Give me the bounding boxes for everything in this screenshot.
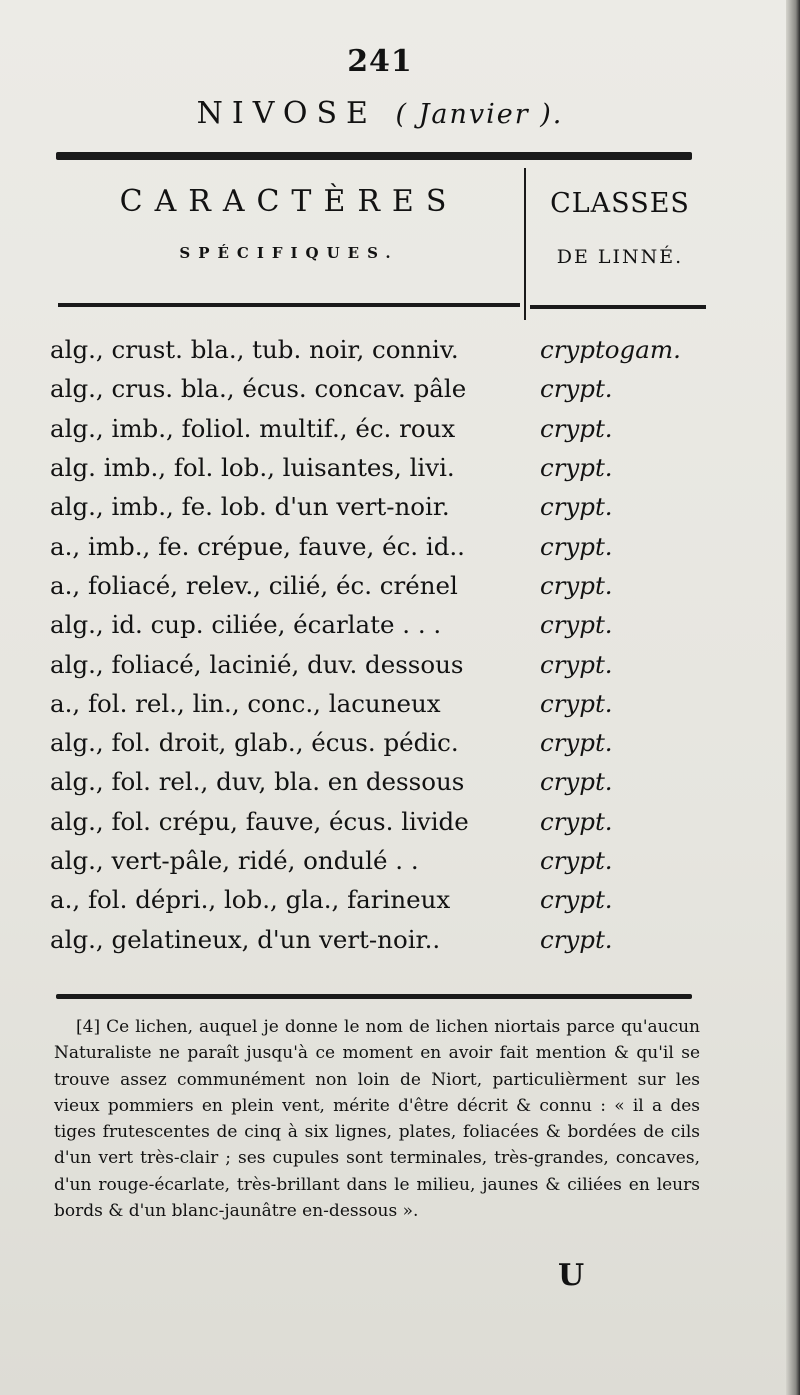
specific-characters: alg., crust. bla., tub. noir, conniv. <box>50 335 459 365</box>
specific-characters: alg., imb., foliol. multif., éc. roux <box>50 413 456 443</box>
linnaean-class: crypt. <box>540 806 613 836</box>
linnaean-class: crypt. <box>540 453 613 483</box>
linnaean-class: crypt. <box>540 374 613 404</box>
linnaean-class: crypt. <box>540 610 613 640</box>
top-rule <box>56 152 692 160</box>
specific-characters: a., fol. rel., lin., conc., lacuneux <box>50 688 441 718</box>
specific-characters: a., fol. dépri., lob., gla., farineux <box>50 885 451 915</box>
specific-characters: a., imb., fe. crépue, fauve, éc. id.. <box>50 531 465 561</box>
footnote <box>54 1014 700 1224</box>
table-row <box>50 723 720 762</box>
table-row <box>50 526 720 565</box>
specific-characters: alg., imb., fe. lob. d'un vert-noir. <box>50 492 450 522</box>
table-row <box>50 919 720 958</box>
linnaean-class: crypt. <box>540 846 613 875</box>
header-specifiques: SPÉCIFIQUES. <box>179 244 399 262</box>
table-row <box>50 684 720 723</box>
table-row <box>50 880 720 919</box>
specific-characters: alg., fol. crépu, fauve, écus. livide <box>50 806 469 836</box>
linnaean-class: crypt. <box>540 570 613 600</box>
table-row <box>50 330 720 369</box>
page-edge-shadow <box>786 0 800 1395</box>
table-row <box>50 644 720 683</box>
table-row <box>50 448 720 487</box>
specific-characters: alg., crus. bla., écus. concav. pâle <box>50 374 467 404</box>
page-number: 241 <box>347 44 413 79</box>
month-subtitle: ( Janvier ). <box>395 99 564 130</box>
header-rule-right <box>530 305 706 309</box>
specific-characters: alg., id. cup. ciliée, écarlate . . . <box>50 610 442 640</box>
header-de-linne: DE LINNÉ. <box>556 246 684 268</box>
header-caracteres: CARACTÈRES <box>119 184 459 219</box>
table-row <box>50 802 720 841</box>
table-row <box>50 369 720 408</box>
specific-characters: alg. imb., fol. lob., luisantes, livi. <box>50 453 455 483</box>
linnaean-class: crypt. <box>540 728 613 758</box>
specific-characters: a., foliacé, relev., cilié, éc. crénel <box>50 570 458 600</box>
table-row <box>50 762 720 801</box>
header-classes: CLASSES <box>550 188 690 219</box>
specific-characters: alg., foliacé, lacinié, duv. dessous <box>50 649 464 679</box>
linnaean-class: crypt. <box>540 531 613 561</box>
species-table <box>50 330 720 959</box>
table-row <box>50 566 720 605</box>
linnaean-class: cryptogam. <box>540 335 681 365</box>
footnote-text: [4] Ce lichen, auquel je donne le nom de lichen niortais parce qu'aucun Naturaliste ne paraît jusqu'à ce moment en avoir fait mention & qu'il se trouve assez communément non loin de Niort, particulièrment sur les vieux pommiers en plein vent, mérite d'être décrit & connu : « il a des tiges frutescentes de cinq à six lignes, plates, foliacées & bordées de cils d'un vert très-clair ; ses cupules sont terminales, très-grandes, concaves, d'un rouge-écarlate, très-brillant dans le milieu, jaunes & ciliées en leurs bords & d'un blanc-jaunâtre en-dessous ». <box>54 1017 700 1222</box>
linnaean-class: crypt. <box>540 885 613 915</box>
table-row <box>50 487 720 526</box>
specific-characters: alg., gelatineux, d'un vert-noir.. <box>50 924 441 954</box>
linnaean-class: crypt. <box>540 688 613 718</box>
linnaean-class: crypt. <box>540 649 613 679</box>
linnaean-class: crypt. <box>540 413 613 443</box>
specific-characters: alg., fol. rel., duv, bla. en dessous <box>50 767 465 797</box>
specific-characters: alg., vert-pâle, ridé, ondulé . . <box>50 846 419 875</box>
linnaean-class: crypt. <box>540 492 613 522</box>
table-row <box>50 841 720 880</box>
column-divider <box>524 168 526 320</box>
month-title: NIVOSE <box>196 96 377 131</box>
table-row <box>50 605 720 644</box>
specific-characters: alg., fol. droit, glab., écus. pédic. <box>50 728 459 758</box>
header-rule-left <box>58 303 520 307</box>
footnote-rule <box>56 994 692 999</box>
linnaean-class: crypt. <box>540 924 613 954</box>
linnaean-class: crypt. <box>540 767 613 797</box>
table-row <box>50 409 720 448</box>
signature-mark: U <box>558 1258 585 1293</box>
running-head <box>0 96 760 131</box>
